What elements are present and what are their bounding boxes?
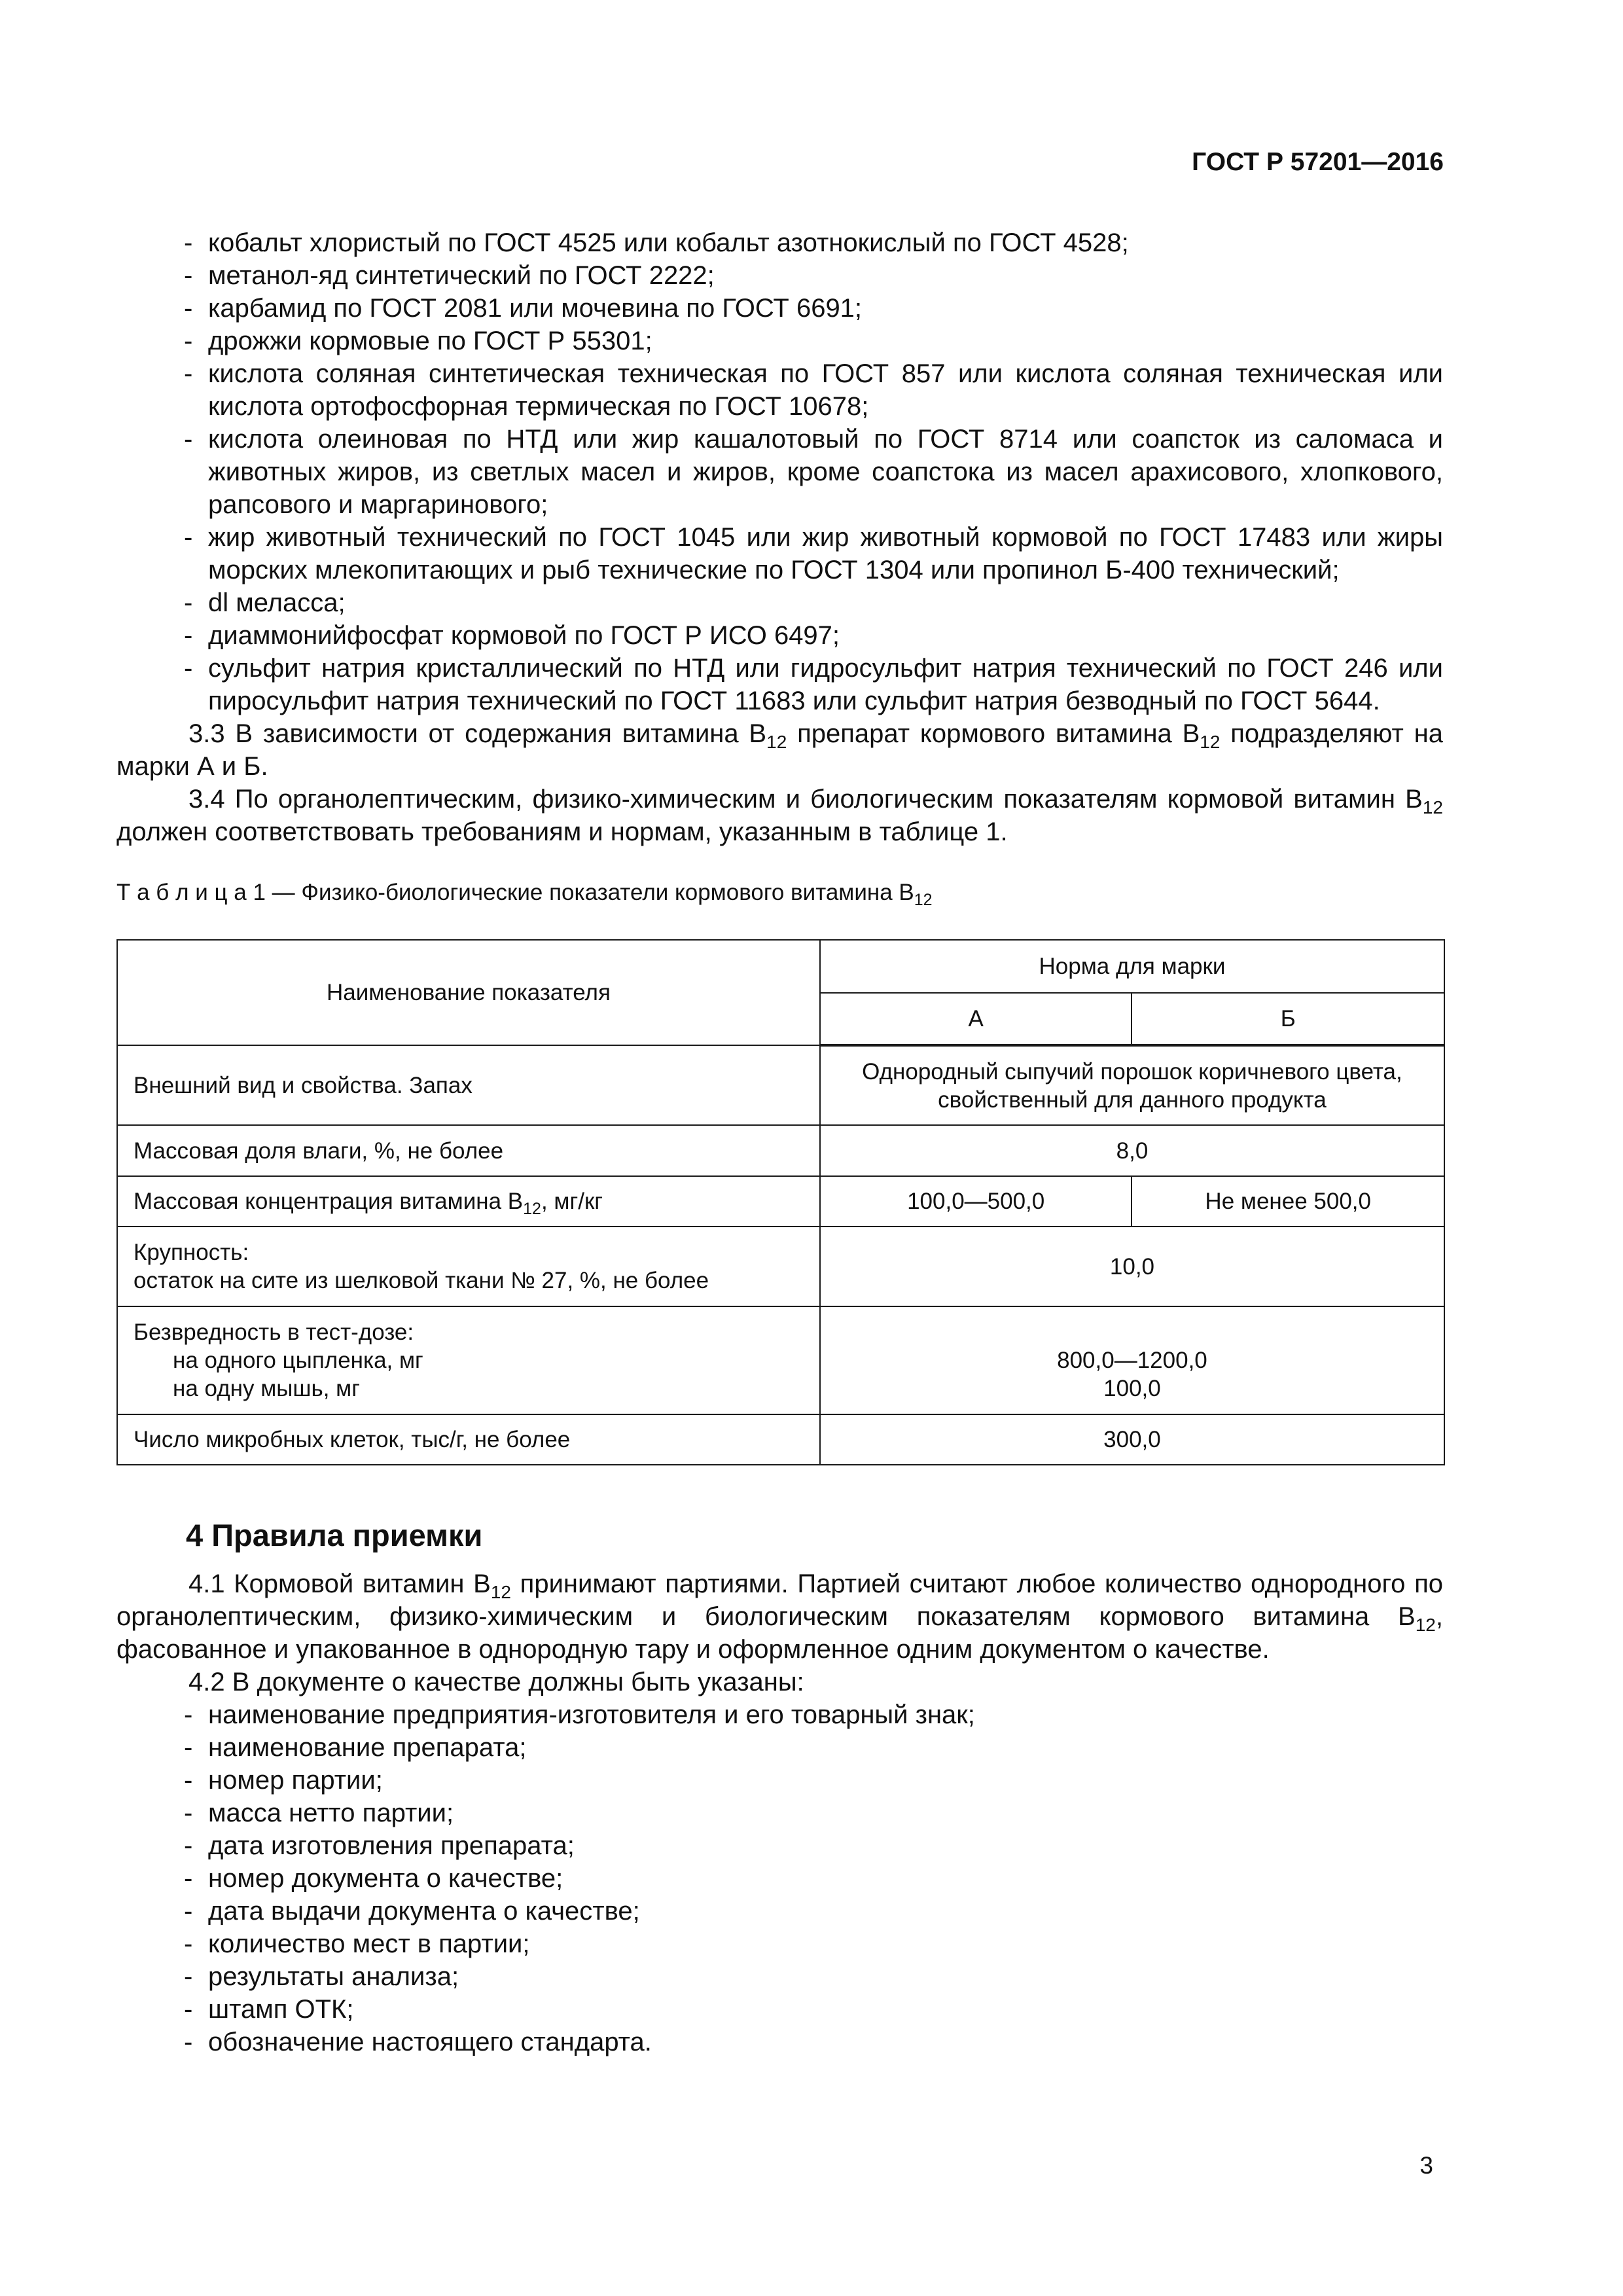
list-item: - кислота олеиновая по НТД или жир кашалотовый по ГОСТ 8714 или соапсток из саломаса и животных жиров, из светлых масел и жиров, кроме соапстока из масел арахисового, хлопкового, рапсового и маргаринового; xyxy=(116,423,1443,521)
cell-value xyxy=(820,1306,1444,1414)
list-item: - наименование препарата; xyxy=(116,1731,1443,1764)
cell-text: Однородный сыпучий порошок коричневого цвета, xyxy=(862,1058,1402,1085)
cell-text: Массовая концентрация витамина В xyxy=(134,1189,524,1214)
cell-text: свойственный для данного продукта xyxy=(938,1086,1327,1113)
list-item: - кислота соляная синтетическая техническая по ГОСТ 857 или кислота соляная техническая или кислота ортофосфорная термическая по ГОСТ 10678; xyxy=(116,357,1443,423)
list-item: - обозначение настоящего стандарта. xyxy=(116,2026,1443,2058)
cell-value xyxy=(820,1045,1444,1125)
subscript: 12 xyxy=(523,1200,541,1218)
cell-name: Массовая доля влаги, %, не более xyxy=(117,1125,820,1176)
list-item: - штамп ОТК; xyxy=(116,1993,1443,2026)
table-row xyxy=(117,1045,1444,1125)
cell-name xyxy=(117,1176,820,1227)
caption-text: Т а б л и ц а 1 — Физико-биологические показатели кормового витамина В xyxy=(116,880,914,905)
text-run: принимают партиями. Партией считают любое количество однородного по органолептическим, физико-химическим и биологическим показателям кормового витамина В xyxy=(116,1570,1443,1631)
header-indicator: Наименование показателя xyxy=(117,940,820,1045)
section-title: 4 Правила приемки xyxy=(186,1518,483,1552)
cell-value: 8,0 xyxy=(820,1125,1444,1176)
cell-value: 10,0 xyxy=(820,1227,1444,1306)
list-item: - количество мест в партии; xyxy=(116,1928,1443,1960)
cell-value-b: Не менее 500,0 xyxy=(1132,1176,1444,1227)
list-item: - дрожжи кормовые по ГОСТ Р 55301; xyxy=(116,325,1443,357)
text-run: 3.4 По органолептическим, физико-химическим и биологическим показателям кормовой витамин В xyxy=(188,785,1423,814)
text-run: 4.1 Кормовой витамин В xyxy=(188,1570,491,1598)
cell-text: 800,0—1200,0 xyxy=(1057,1348,1207,1373)
table-caption xyxy=(116,880,933,909)
subscript: 12 xyxy=(914,891,933,909)
materials-list xyxy=(116,226,1443,717)
list-item: - метанол-яд синтетический по ГОСТ 2222; xyxy=(116,259,1443,292)
paragraph-3-3 xyxy=(116,717,1443,783)
list-item: - наименование предприятия-изготовителя и его товарный знак; xyxy=(116,1698,1443,1731)
list-item: - номер партии; xyxy=(116,1764,1443,1797)
list-item: - дата изготовления препарата; xyxy=(116,1829,1443,1862)
list-item: - дата выдачи документа о качестве; xyxy=(116,1895,1443,1928)
list-item: - dl меласса; xyxy=(116,586,1443,619)
cell-name xyxy=(117,1306,820,1414)
cell-value-a: 100,0—500,0 xyxy=(820,1176,1132,1227)
list-item: - номер документа о качестве; xyxy=(116,1862,1443,1895)
subscript: 12 xyxy=(1200,732,1221,752)
subscript: 12 xyxy=(766,732,787,752)
list-item: - результаты анализа; xyxy=(116,1960,1443,1993)
subscript: 12 xyxy=(1422,797,1443,817)
list-item: - масса нетто партии; xyxy=(116,1797,1443,1829)
text-run: , фасованное и упакованное в однородную тару и оформленное одним документом о качестве. xyxy=(116,1602,1443,1664)
list-item: - жир животный технический по ГОСТ 1045 или жир животный кормовой по ГОСТ 17483 или жиры морских млекопитающих и рыб технические по ГОСТ 1304 или пропинол Б-400 технический; xyxy=(116,521,1443,586)
list-item: - сульфит натрия кристаллический по НТД или гидросульфит натрия технический по ГОСТ 246 или пиросульфит натрия технический по ГОСТ 11683 или сульфит натрия безводный по ГОСТ 5644. xyxy=(116,652,1443,717)
standard-header: ГОСТ Р 57201—2016 xyxy=(1192,148,1444,176)
cell-name: Внешний вид и свойства. Запах xyxy=(117,1045,820,1125)
page-number: 3 xyxy=(1419,2152,1433,2179)
paragraph-4-2: 4.2 В документе о качестве должны быть указаны: xyxy=(188,1668,804,1696)
cell-text: на одного цыпленка, мг xyxy=(173,1348,423,1373)
text-run: препарат кормового витамина В xyxy=(787,719,1200,748)
cell-text: Крупность: xyxy=(134,1240,249,1265)
cell-value: 300,0 xyxy=(820,1414,1444,1465)
table-row xyxy=(117,1414,1444,1465)
header-norm: Норма для марки xyxy=(820,940,1444,993)
cell-text: на одну мышь, мг xyxy=(173,1376,360,1401)
subscript: 12 xyxy=(1415,1615,1436,1635)
cell-text: 100,0 xyxy=(1103,1376,1161,1401)
header-grade-a: А xyxy=(820,993,1132,1045)
cell-name: Число микробных клеток, тыс/г, не более xyxy=(117,1414,820,1465)
acceptance-rules-text xyxy=(116,1568,1443,2058)
indicators-table xyxy=(116,939,1445,1465)
cell-text: , мг/кг xyxy=(541,1189,603,1214)
table-row xyxy=(117,1125,1444,1176)
header-grade-b: Б xyxy=(1132,993,1444,1045)
list-item: - кобальт хлористый по ГОСТ 4525 или кобальт азотнокислый по ГОСТ 4528; xyxy=(116,226,1443,259)
quality-document-list xyxy=(116,1698,1443,2058)
cell-text: Безвредность в тест-дозе: xyxy=(134,1319,414,1345)
requirements-text xyxy=(116,226,1443,848)
cell-name xyxy=(117,1227,820,1306)
text-run: 3.3 В зависимости от содержания витамина В xyxy=(188,719,767,748)
table-row xyxy=(117,1227,1444,1306)
subscript: 12 xyxy=(490,1582,511,1602)
list-item: - карбамид по ГОСТ 2081 или мочевина по ГОСТ 6691; xyxy=(116,292,1443,325)
cell-text: остаток на сите из шелковой ткани № 27, %, не более xyxy=(134,1268,709,1293)
text-run: подразделяют на марки А и Б. xyxy=(116,719,1443,781)
paragraph-3-4 xyxy=(116,783,1443,848)
list-item: - диаммонийфосфат кормовой по ГОСТ Р ИСО 6497; xyxy=(116,619,1443,652)
paragraph-4-1 xyxy=(116,1568,1443,1666)
text-run: должен соответствовать требованиям и нормам, указанным в таблице 1. xyxy=(116,817,1008,846)
table-row xyxy=(117,1176,1444,1227)
table-row xyxy=(117,1306,1444,1414)
